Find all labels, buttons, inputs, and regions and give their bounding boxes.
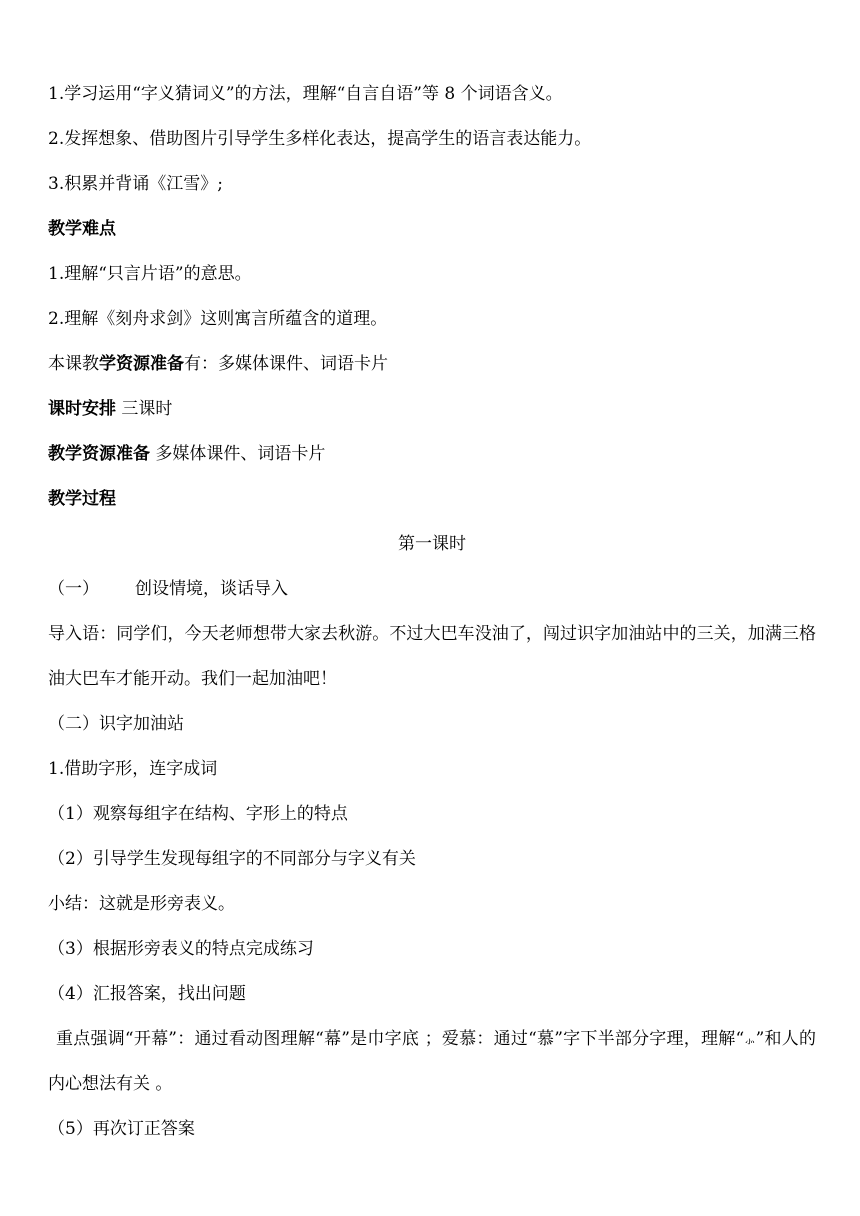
resources-bold: 学资源准备 [99, 354, 184, 374]
objective-1: 1.学习运用“字义猜词义”的方法，理解“自言自语”等 8 个词语含义。 [48, 84, 563, 104]
section-2-heading: （二）识字加油站 [48, 714, 184, 734]
resources-sentence [48, 342, 816, 387]
summary-line: 小结：这就是形旁表义。 [48, 894, 235, 914]
step-1-2: （2）引导学生发现每组字的不同部分与字义有关 [48, 849, 416, 869]
step-1-3: （3）根据形旁表义的特点完成练习 [48, 939, 314, 959]
emphasis-glyph: ⺗ [744, 1033, 756, 1046]
lesson-title: 第一课时 [398, 534, 466, 554]
process-heading: 教学过程 [48, 489, 116, 509]
section-1-title: 创设情境，谈话导入 [135, 579, 288, 599]
emphasis-text-after: ”和人的内心想法有关 。 [48, 1029, 816, 1094]
step-1-4: （4）汇报答案，找出问题 [48, 984, 246, 1004]
objective-3: 3.积累并背诵《江雪》; [48, 174, 223, 194]
difficulty-item-2: 2.理解《刻舟求剑》这则寓言所蕴含的道理。 [48, 309, 388, 329]
schedule-value: 三课时 [121, 399, 173, 419]
resources-prefix: 本课教 [48, 354, 99, 374]
objective-2: 2.发挥想象、借助图片引导学生多样化表达，提高学生的语言表达能力。 [48, 129, 592, 149]
emphasis-paragraph [48, 1017, 816, 1107]
step-1: 1.借助字形，连字成词 [48, 759, 218, 779]
intro-paragraph: 导入语：同学们，今天老师想带大家去秋游。不过大巴车没油了，闯过识字加油站中的三关，加满三格油大巴车才能开动。我们一起加油吧！ [48, 624, 816, 689]
schedule-line [48, 387, 816, 432]
step-1-5: （5）再次订正答案 [48, 1119, 195, 1139]
emphasis-text-before: 重点强调“开幕”：通过看动图理解“幕”是巾字底 ；爱慕：通过“慕”字下半部分字理，理解“ [56, 1029, 745, 1049]
section-1-number: （一） [48, 579, 99, 599]
resources-suffix: 有：多媒体课件、词语卡片 [184, 354, 388, 374]
resources-label: 教学资源准备 [48, 444, 150, 464]
schedule-label: 课时安排 [48, 399, 116, 419]
section-1-heading [48, 567, 816, 612]
step-1-1: （1）观察每组字在结构、字形上的特点 [48, 804, 348, 824]
difficulty-heading: 教学难点 [48, 219, 116, 239]
document-page [48, 72, 816, 1152]
resources-line [48, 432, 816, 477]
difficulty-item-1: 1.理解“只言片语”的意思。 [48, 264, 252, 284]
resources-value: 多媒体课件、词语卡片 [155, 444, 326, 464]
